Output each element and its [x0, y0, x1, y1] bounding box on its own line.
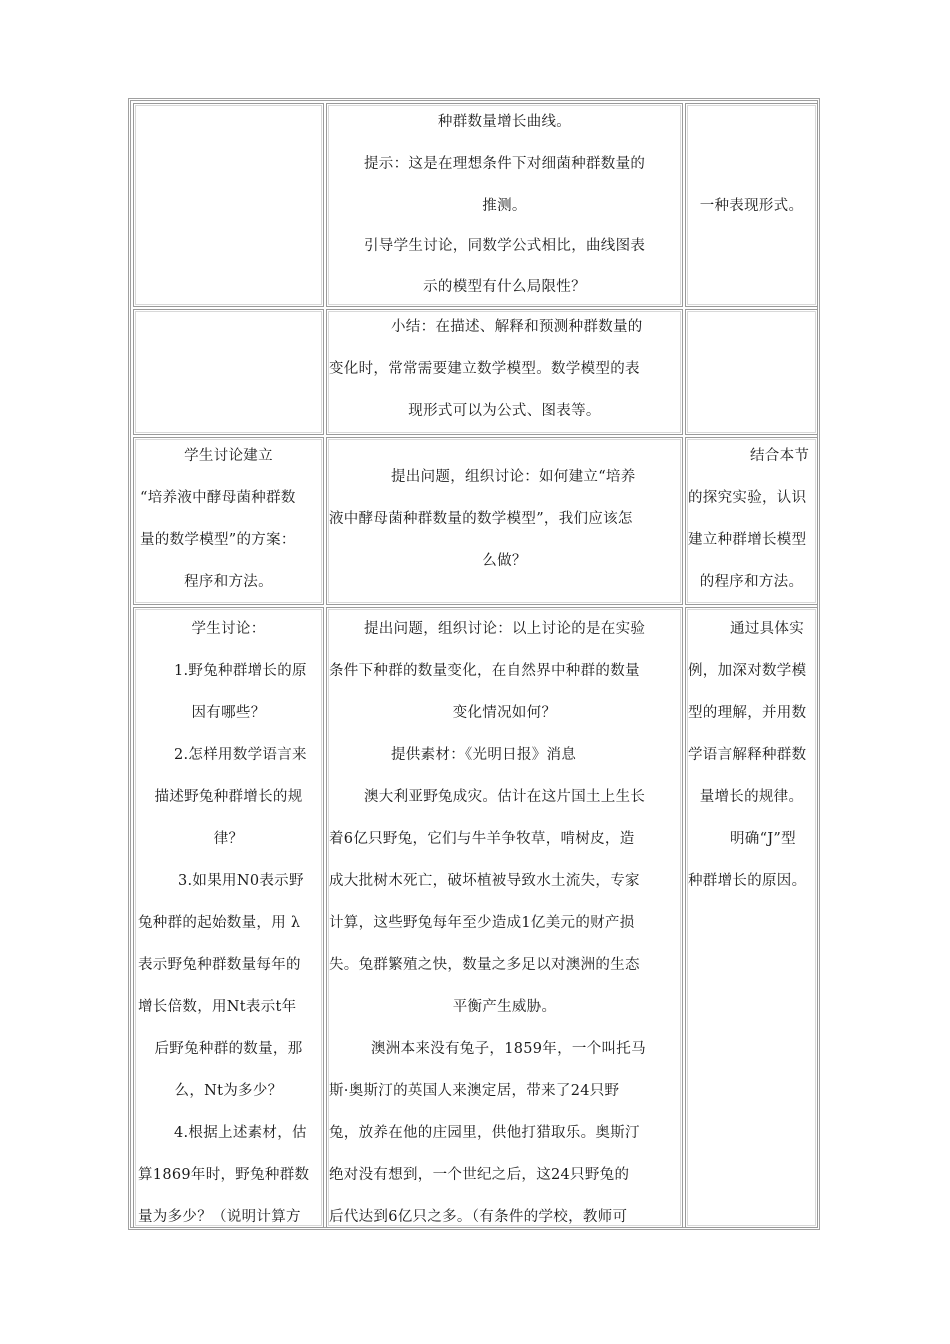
- row3-left-line: 学生讨论建立: [184, 448, 273, 464]
- row4-middle-line: 兔，放养在他的庄园里，供他打猎取乐。奥斯汀: [329, 1125, 640, 1141]
- row4-left-line: 兔种群的起始数量，用 λ: [138, 915, 301, 931]
- row4-left-cell: [133, 607, 324, 1228]
- row3-right-line: 的探究实验，认识: [688, 490, 807, 506]
- row3-right-line: 的程序和方法。: [699, 574, 804, 590]
- row4-middle-line: 提出问题，组织讨论：以上讨论的是在实验: [364, 621, 646, 637]
- row1-left-cell: [133, 103, 324, 307]
- row4-right-line: 明确“J”型: [730, 831, 796, 847]
- row2-middle-line: 变化时，常常需要建立数学模型。数学模型的表: [329, 361, 640, 377]
- row1-right-cell: [685, 103, 818, 307]
- row4-right-line: 型的理解，并用数: [688, 705, 807, 721]
- row4-middle-line: 平衡产生威胁。: [452, 999, 557, 1015]
- row3-left-line: 量的数学模型”的方案：: [140, 532, 296, 548]
- row3-middle-cell: [326, 437, 683, 605]
- row4-middle-line: 澳洲本来没有兔子，1859年，一个叫托马: [371, 1041, 646, 1057]
- row4-middle-line: 澳大利亚野兔成灾。估计在这片国土上生长: [364, 789, 646, 805]
- row3-right-cell: [685, 437, 818, 605]
- row4-left-line: 学生讨论：: [191, 621, 266, 637]
- row4-left-line: 3.如果用N0表示野: [178, 873, 304, 889]
- row4-middle-line: 计算，这些野兔每年至少造成1亿美元的财产损: [329, 915, 635, 931]
- row1-middle-line: 引导学生讨论，同数学公式相比，曲线图表: [364, 238, 646, 254]
- row1-right-line: 一种表现形式。: [699, 198, 804, 214]
- row4-middle-line: 失。兔群繁殖之快，数量之多足以对澳洲的生态: [329, 957, 640, 973]
- row4-right-line: 量增长的规律。: [699, 789, 804, 805]
- row4-right-cell: [685, 607, 818, 1228]
- row3-middle-line: 么做？: [482, 553, 527, 569]
- row1-middle-line: 示的模型有什么局限性？: [423, 279, 586, 295]
- row4-left-line: 增长倍数，用Nt表示t年: [138, 999, 297, 1015]
- row4-left-line: 2.怎样用数学语言来: [174, 747, 307, 763]
- row2-middle-line: 小结：在描述、解释和预测种群数量的: [391, 319, 643, 335]
- row1-middle-cell: [326, 103, 683, 307]
- row4-left-line: 律？: [213, 831, 244, 847]
- row4-middle-line: 变化情况如何？: [452, 705, 557, 721]
- row4-right-line: 种群增长的原因。: [688, 873, 807, 889]
- row4-left-line: 因有哪些？: [191, 705, 266, 721]
- row4-middle-line: 成大批树木死亡，破坏植被导致水土流失，专家: [329, 873, 640, 889]
- row3-middle-line: 液中酵母菌种群数量的数学模型”，我们应该怎: [329, 511, 633, 527]
- row4-middle-line: 提供素材：《光明日报》消息: [391, 747, 577, 763]
- row4-right-line: 通过具体实: [730, 621, 804, 637]
- row4-left-line: 1.野兔种群增长的原: [174, 663, 307, 679]
- lesson-plan-table: [128, 98, 820, 1230]
- row3-middle-line: 提出问题，组织讨论：如何建立“培养: [391, 469, 636, 485]
- row4-left-line: 描述野兔种群增长的规: [154, 789, 303, 805]
- row4-middle-line: 后代达到6亿只之多。（有条件的学校，教师可: [329, 1209, 628, 1225]
- row4-right-line: 例，加深对数学模: [688, 663, 807, 679]
- row2-right-cell: [685, 309, 818, 435]
- row4-left-line: 算1869年时，野兔种群数: [138, 1167, 310, 1183]
- row4-left-line: 量为多少？（说明计算方: [138, 1209, 301, 1225]
- row4-middle-line: 着6亿只野兔，它们与牛羊争牧草，啃树皮，造: [329, 831, 635, 847]
- row4-middle-line: 绝对没有想到，一个世纪之后，这24只野兔的: [329, 1167, 630, 1183]
- row3-left-line: 程序和方法。: [184, 574, 273, 590]
- row3-left-cell: [133, 437, 324, 605]
- row2-middle-cell: [326, 309, 683, 435]
- row4-left-line: 4.根据上述素材，估: [174, 1125, 307, 1141]
- row2-middle-line: 现形式可以为公式、图表等。: [408, 403, 601, 419]
- row2-left-cell: [133, 309, 324, 435]
- row4-middle-cell: [326, 607, 683, 1228]
- row3-right-line: 结合本节: [750, 448, 810, 464]
- row3-left-line: “培养液中酵母菌种群数: [140, 490, 296, 506]
- row4-right-line: 学语言解释种群数: [688, 747, 807, 763]
- row1-middle-line: 种群数量增长曲线。: [437, 114, 572, 130]
- row1-middle-line: 提示：这是在理想条件下对细菌种群数量的: [364, 156, 646, 172]
- row4-left-line: 表示野兔种群数量每年的: [138, 957, 301, 973]
- row1-middle-line: 推测。: [482, 198, 527, 214]
- row4-middle-line: 条件下种群的数量变化，在自然界中种群的数量: [329, 663, 640, 679]
- row4-middle-line: 斯·奥斯汀的英国人来澳定居，带来了24只野: [329, 1083, 620, 1099]
- row4-left-line: 后野兔种群的数量，那: [154, 1041, 303, 1057]
- row3-right-line: 建立种群增长模型: [688, 532, 807, 548]
- row4-left-line: 么，Nt为多少？: [174, 1083, 283, 1099]
